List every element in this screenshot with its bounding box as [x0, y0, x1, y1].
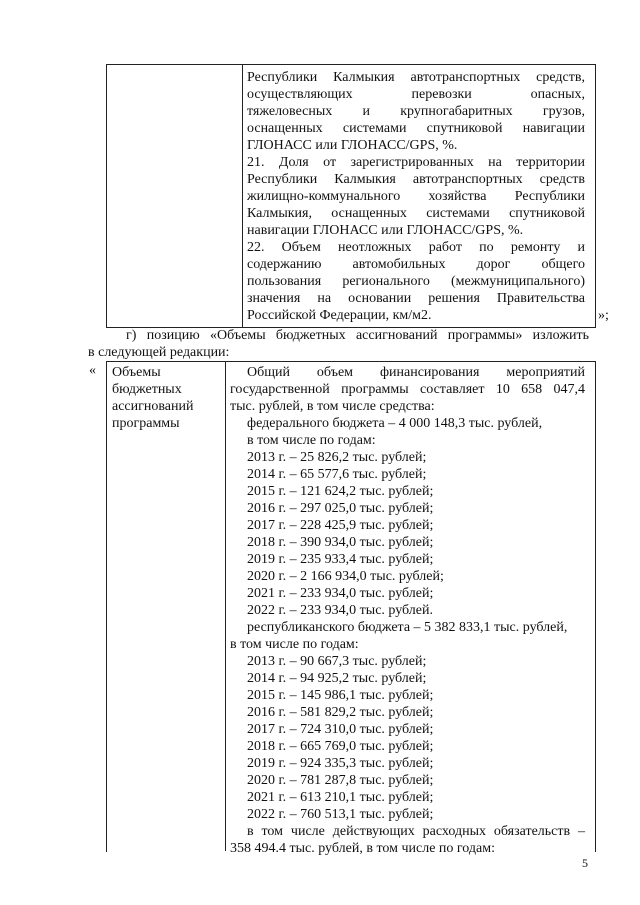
cell-line: тяжеловесных и крупногабаритных грузов, — [247, 104, 585, 119]
right-cell-line: в том числе по годам: — [247, 433, 376, 448]
right-cell-line: 2018 г. – 665 769,0 тыс. рублей; — [247, 739, 434, 754]
right-cell-line: 2022 г. – 760 513,1 тыс. рублей; — [247, 807, 434, 822]
right-cell-line: государственной программы составляет 10 658 047,4 — [230, 382, 585, 397]
cell-line: жилищно-коммунального хозяйства Республики — [247, 189, 585, 204]
cell-line: 22. Объем неотложных работ по ремонту и — [247, 240, 585, 255]
cell-line: 21. Доля от зарегистрированных на территории — [247, 155, 585, 170]
cell-line: осуществляющих перевозки опасных, — [247, 87, 585, 102]
cell-line: Калмыкия, оснащенных системами спутниковой — [247, 206, 585, 221]
opening-quote: « — [89, 363, 96, 378]
right-cell-line: 2022 г. – 233 934,0 тыс. рублей. — [247, 603, 433, 618]
left-cell-line: Объемы — [112, 365, 161, 380]
right-cell-line: 2015 г. – 145 986,1 тыс. рублей; — [247, 688, 434, 703]
right-cell-line: республиканского бюджета – 5 382 833,1 тыс. рублей, — [247, 620, 568, 635]
right-cell-line: 2021 г. – 613 210,1 тыс. рублей; — [247, 790, 434, 805]
left-cell-line: ассигнований — [112, 399, 194, 414]
right-cell-line: 2016 г. – 297 025,0 тыс. рублей; — [247, 501, 434, 516]
cell-line: содержанию автомобильных дорог общего — [247, 257, 585, 272]
right-cell-line: 2013 г. – 90 667,3 тыс. рублей; — [247, 654, 427, 669]
cell-line: Республики Калмыкия автотранспортных средств — [247, 172, 585, 187]
right-cell-line: 358 494.4 тыс. рублей, в том числе по годам: — [230, 841, 495, 856]
right-cell-line: 2018 г. – 390 934,0 тыс. рублей; — [247, 535, 434, 550]
right-cell-line: 2017 г. – 724 310,0 тыс. рублей; — [247, 722, 434, 737]
right-cell-line: 2013 г. – 25 826,2 тыс. рублей; — [247, 450, 427, 465]
right-cell-line: 2019 г. – 924 335,3 тыс. рублей; — [247, 756, 434, 771]
cell-line: значения на основании решения Правительства — [247, 291, 585, 306]
cell-line: пользования регионального (межмуниципального) — [247, 274, 585, 289]
cell-line: навигации ГЛОНАСС или ГЛОНАСС/GPS, %. — [247, 223, 524, 238]
paragraph-line-1: г) позицию «Объемы бюджетных ассигнований программы» изложить — [126, 328, 589, 343]
left-cell-line: бюджетных — [112, 382, 182, 397]
cell-line: оснащенных системами спутниковой навигации — [247, 121, 585, 136]
paragraph-line-2: в следующей редакции: — [88, 345, 230, 360]
right-cell-line: 2014 г. – 94 925,2 тыс. рублей; — [247, 671, 427, 686]
left-cell-line: программы — [112, 416, 180, 431]
right-cell-line: 2014 г. – 65 577,6 тыс. рублей; — [247, 467, 427, 482]
page-number: 5 — [582, 856, 588, 870]
closing-quote: »; — [598, 308, 609, 323]
right-cell-line: федерального бюджета – 4 000 148,3 тыс. рублей, — [247, 416, 543, 431]
right-cell-line: 2016 г. – 581 829,2 тыс. рублей; — [247, 705, 434, 720]
right-cell-line: 2015 г. – 121 624,2 тыс. рублей; — [247, 484, 434, 499]
right-cell-line: 2020 г. – 781 287,8 тыс. рублей; — [247, 773, 434, 788]
right-cell-line: 2020 г. – 2 166 934,0 тыс. рублей; — [247, 569, 444, 584]
table-bottom-divider — [225, 361, 226, 851]
cell-line: Республики Калмыкия автотранспортных средств, — [247, 70, 585, 85]
table-top-divider — [242, 64, 243, 327]
right-cell-line: в том числе действующих расходных обязательств – — [247, 824, 585, 839]
cell-line: ГЛОНАСС или ГЛОНАСС/GPS, %. — [247, 138, 458, 153]
right-cell-line: тыс. рублей, в том числе средства: — [230, 399, 435, 414]
right-cell-line: Общий объем финансирования мероприятий — [247, 365, 585, 380]
right-cell-line: в том числе по годам: — [230, 637, 359, 652]
right-cell-line: 2021 г. – 233 934,0 тыс. рублей; — [247, 586, 434, 601]
right-cell-line: 2017 г. – 228 425,9 тыс. рублей; — [247, 518, 434, 533]
cell-line: Российской Федерации, км/м2. — [247, 308, 432, 323]
right-cell-line: 2019 г. – 235 933,4 тыс. рублей; — [247, 552, 434, 567]
